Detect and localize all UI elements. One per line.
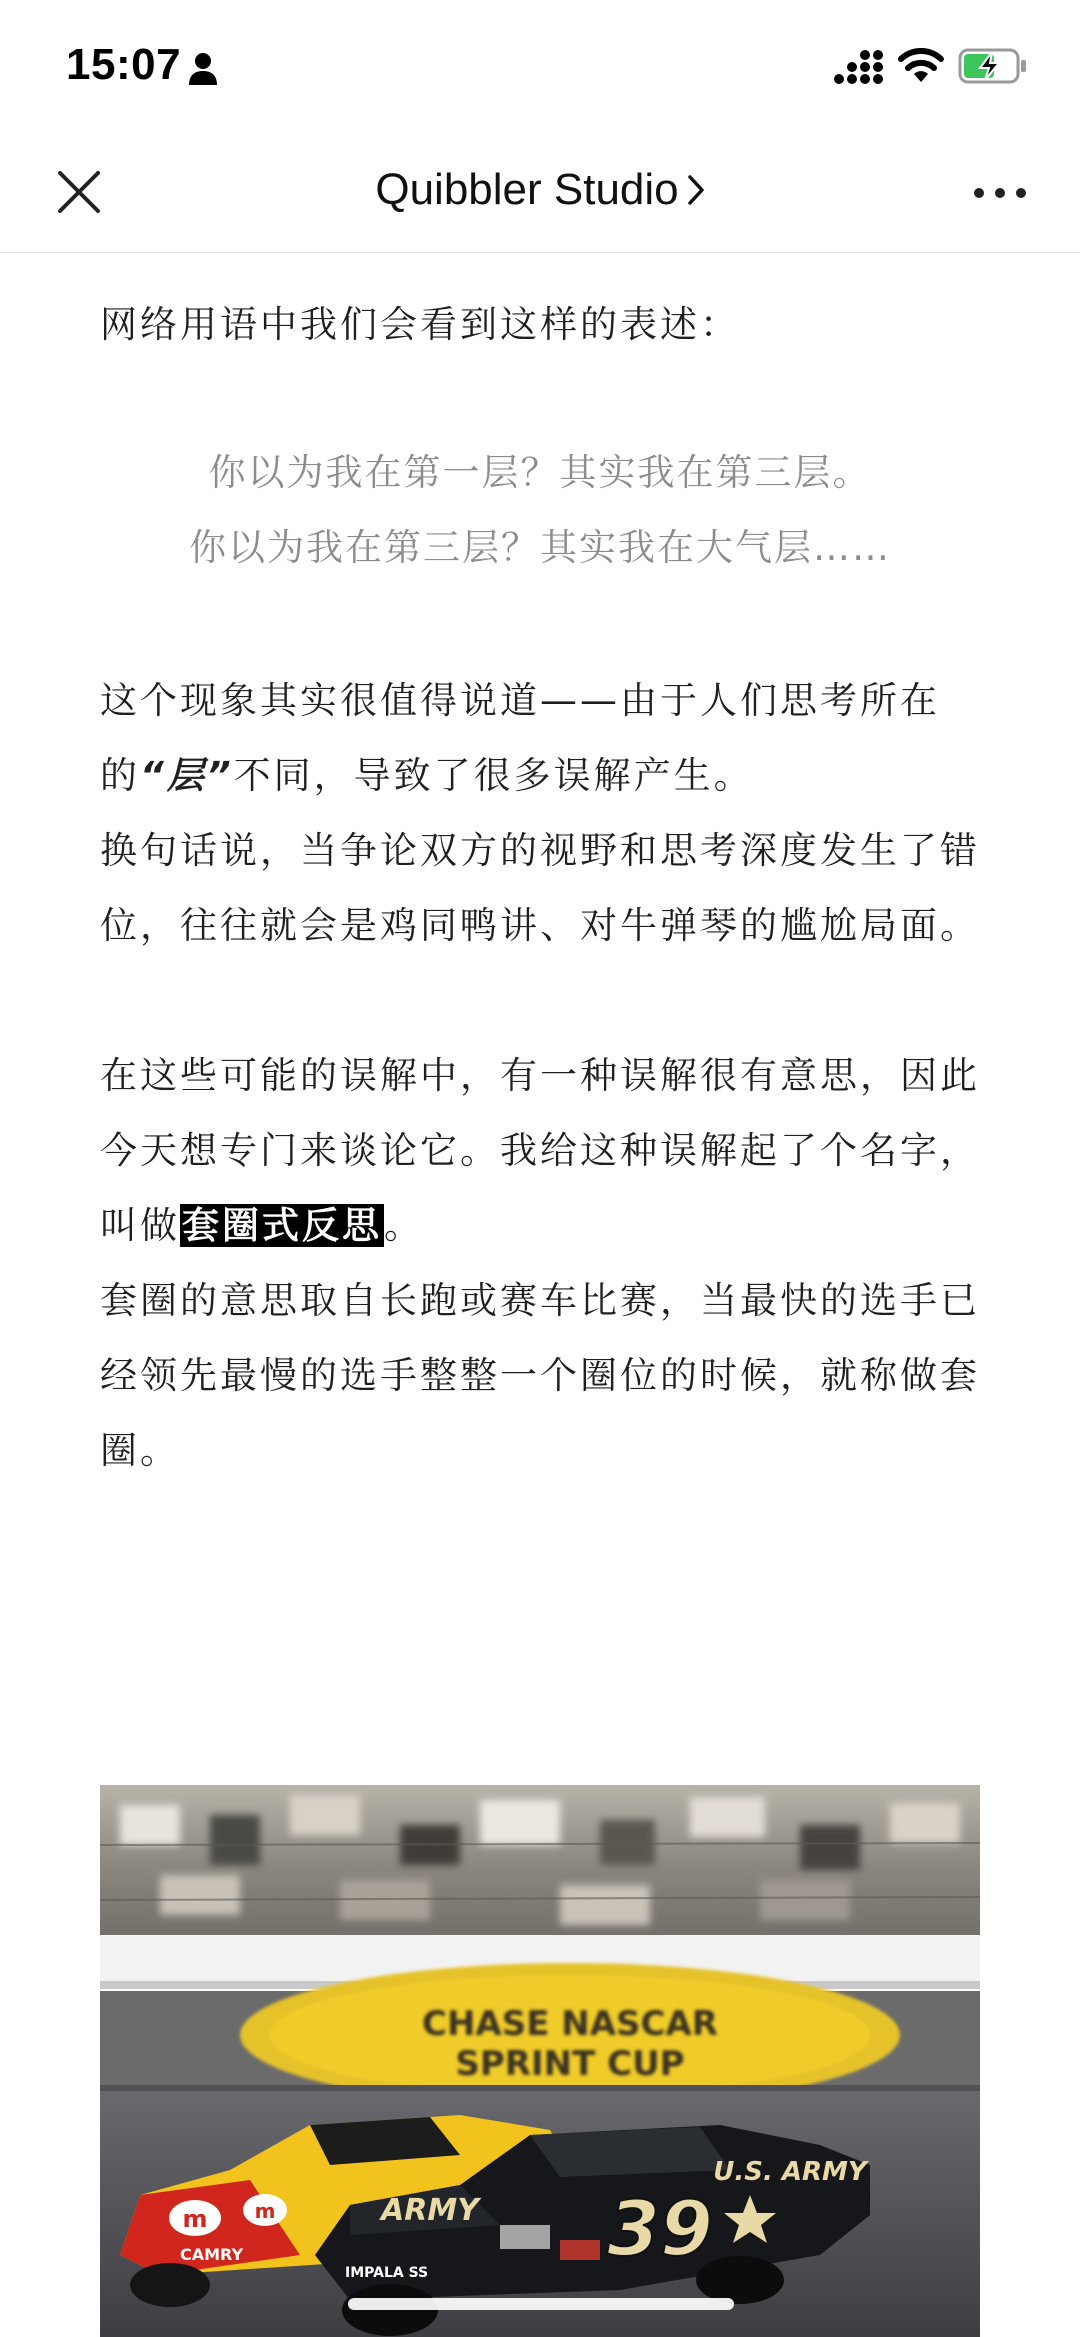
paragraph-text: 不同，导致了很多误解产生。 (233, 754, 754, 797)
car-model-label: IMPALA SS (345, 2265, 429, 2281)
car-number: 39 (607, 2184, 713, 2273)
paragraph-text: 这个现象其实很值得说道——由于人们思考所在的 (100, 679, 940, 797)
home-indicator[interactable] (348, 2298, 734, 2310)
article-paragraph (100, 1038, 980, 1263)
status-time: 15:07 (66, 40, 182, 89)
status-bar (0, 0, 1080, 135)
more-icon[interactable] (970, 175, 1030, 211)
signal-icon (833, 48, 885, 86)
chevron-right-icon (687, 174, 705, 206)
article-paragraph: 网络用语中我们会看到这样的表述： (100, 303, 740, 346)
account-name: Quibbler Studio (375, 165, 679, 214)
person-icon (188, 52, 218, 86)
banner-text: SPRINT CUP (455, 2044, 685, 2084)
nav-bar (0, 135, 1080, 253)
article-paragraph (100, 663, 980, 813)
account-title-link[interactable] (0, 165, 1080, 215)
battery-charging-icon (958, 46, 1028, 86)
highlighted-term: 套圈式反思 (182, 1204, 382, 1247)
article-paragraph: 套圈的意思取自长跑或赛车比赛，当最快的选手已经领先最慢的选手整整一个圈位的时候，就称做套圈。 (100, 1279, 980, 1472)
wifi-icon (898, 46, 944, 84)
svg-text:m: m (254, 2199, 276, 2223)
car-brand-label: CAMRY (180, 2245, 244, 2264)
quote-line: 你以为我在第三层？其实我在大气层…… (189, 526, 891, 569)
svg-text:m: m (182, 2205, 208, 2233)
race-cars-photo (100, 1785, 980, 2337)
car-hood-text: ARMY (381, 2193, 479, 2228)
paragraph-text: 。 (384, 1204, 424, 1247)
article-image[interactable] (100, 1785, 980, 2337)
article-paragraph: 换句话说，当争论双方的视野和思考深度发生了错位，往往就会是鸡同鸭讲、对牛弹琴的尴尬局面。 (100, 829, 980, 947)
paragraph-text: 在这些可能的误解中，有一种误解很有意思，因此今天想专门来谈论它。我给这种误解起了个名字，叫做 (100, 1054, 980, 1247)
quote-line: 你以为我在第一层？其实我在第三层。 (208, 451, 872, 494)
banner-text: CHASE NASCAR (422, 2004, 718, 2044)
emphasis-text: “层” (140, 754, 234, 797)
car-sponsor-text: U.S. ARMY (713, 2157, 867, 2187)
